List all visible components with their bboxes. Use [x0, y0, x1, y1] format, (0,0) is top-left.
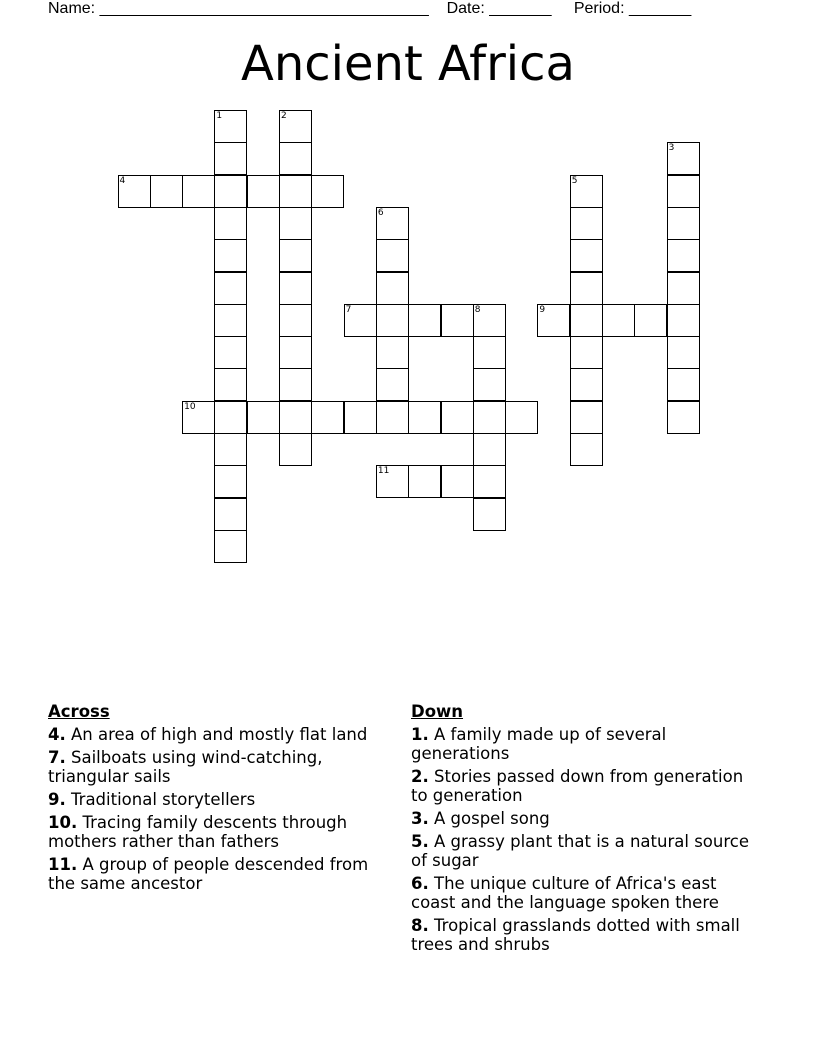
grid-cell[interactable]	[279, 336, 312, 369]
across-heading: Across	[48, 702, 110, 721]
clue-number: 7.	[48, 748, 66, 767]
grid-cell[interactable]	[344, 401, 377, 434]
clue-text: A grassy plant that is a natural source of sugar	[411, 832, 749, 870]
grid-cell[interactable]	[311, 401, 344, 434]
grid-cell[interactable]	[279, 401, 312, 434]
clue-number: 5.	[411, 832, 429, 851]
cell-number: 8	[474, 304, 481, 315]
grid-cell[interactable]	[441, 465, 474, 498]
grid-cell[interactable]	[505, 401, 538, 434]
clue-number: 8.	[411, 916, 429, 935]
grid-cell[interactable]	[214, 239, 247, 272]
name-field[interactable]: Name: _____________________________________	[48, 0, 429, 17]
grid-cell[interactable]	[279, 368, 312, 401]
grid-cell[interactable]	[570, 336, 603, 369]
grid-cell[interactable]	[570, 401, 603, 434]
down-clues	[411, 702, 751, 958]
grid-cell[interactable]	[214, 207, 247, 240]
cell-number: 7	[345, 304, 352, 315]
grid-cell[interactable]	[279, 239, 312, 272]
clue-text: Tracing family descents through mothers rather than fathers	[48, 813, 348, 851]
grid-cell[interactable]	[214, 304, 247, 337]
grid-cell[interactable]	[376, 336, 409, 369]
grid-cell[interactable]	[667, 336, 700, 369]
grid-cell[interactable]	[150, 175, 183, 208]
clue-number: 1.	[411, 725, 429, 744]
clue-text: A family made up of several generations	[411, 725, 667, 763]
grid-cell[interactable]	[473, 336, 506, 369]
across-clue	[48, 855, 388, 893]
down-clue	[411, 725, 751, 763]
clue-number: 2.	[411, 767, 429, 786]
clue-text: The unique culture of Africa's east coast and the language spoken there	[411, 874, 719, 912]
cell-number: 10	[184, 401, 196, 412]
grid-cell[interactable]	[279, 207, 312, 240]
grid-cell[interactable]	[570, 433, 603, 466]
grid-cell[interactable]	[667, 175, 700, 208]
clue-text: A group of people descended from the same ancestor	[48, 855, 369, 893]
grid-cell[interactable]	[667, 401, 700, 434]
grid-cell[interactable]	[408, 465, 441, 498]
grid-cell[interactable]	[473, 401, 506, 434]
grid-cell[interactable]	[570, 272, 603, 305]
grid-cell[interactable]	[279, 272, 312, 305]
cell-number: 2	[281, 111, 287, 121]
period-field[interactable]: Period: _______	[573, 0, 692, 17]
clue-number: 4.	[48, 725, 66, 744]
grid-cell[interactable]	[667, 239, 700, 272]
cell-number: 9	[539, 304, 546, 315]
down-clue	[411, 809, 751, 828]
cell-number: 1	[216, 111, 223, 121]
grid-cell[interactable]	[279, 175, 312, 208]
page-title: Ancient Africa	[241, 36, 575, 92]
grid-cell[interactable]	[214, 530, 247, 563]
across-clues	[48, 702, 388, 897]
clue-number: 6.	[411, 874, 429, 893]
grid-cell[interactable]	[279, 304, 312, 337]
grid-cell[interactable]	[473, 498, 506, 531]
grid-cell[interactable]	[570, 239, 603, 272]
grid-cell[interactable]	[182, 175, 215, 208]
cell-number: 3	[668, 143, 675, 154]
cell-number: 4	[119, 175, 126, 186]
grid-cell[interactable]	[311, 175, 344, 208]
clue-text: Traditional storytellers	[71, 790, 256, 809]
grid-cell[interactable]	[214, 336, 247, 369]
clue-number: 3.	[411, 809, 429, 828]
grid-cell[interactable]	[214, 465, 247, 498]
across-clue	[48, 748, 388, 786]
clue-number: 10.	[48, 813, 78, 832]
grid-cell[interactable]	[473, 465, 506, 498]
grid-cell[interactable]	[214, 498, 247, 531]
grid-cell[interactable]	[441, 304, 474, 337]
grid-cell[interactable]	[570, 368, 603, 401]
grid-cell[interactable]	[441, 401, 474, 434]
grid-cell[interactable]	[376, 304, 409, 337]
grid-cell[interactable]	[602, 304, 635, 337]
grid-cell[interactable]	[667, 207, 700, 240]
clue-text: An area of high and mostly flat land	[71, 725, 368, 744]
grid-cell[interactable]	[473, 433, 506, 466]
down-heading: Down	[411, 702, 464, 721]
cell-number: 11	[377, 466, 390, 477]
date-field[interactable]: Date: _______	[446, 0, 552, 17]
down-clue	[411, 916, 751, 954]
grid-cell[interactable]	[214, 142, 247, 175]
grid-cell[interactable]	[473, 368, 506, 401]
across-clue	[48, 813, 388, 851]
grid-cell[interactable]	[408, 401, 441, 434]
clue-number: 11.	[48, 855, 78, 874]
down-clue	[411, 767, 751, 805]
clue-number: 9.	[48, 790, 66, 809]
grid-cell[interactable]	[376, 368, 409, 401]
down-clue	[411, 832, 751, 870]
clue-text: A gospel song	[434, 809, 550, 828]
grid-cell[interactable]	[667, 368, 700, 401]
grid-cell[interactable]	[667, 304, 700, 337]
clue-text: Stories passed down from generation to generation	[411, 767, 744, 805]
grid-cell[interactable]	[570, 304, 603, 337]
clue-text: Tropical grasslands dotted with small trees and shrubs	[411, 916, 740, 954]
grid-cell[interactable]	[214, 272, 247, 305]
grid-cell[interactable]	[279, 142, 312, 175]
grid-cell[interactable]	[667, 272, 700, 305]
clue-text: Sailboats using wind-catching, triangular sails	[48, 748, 323, 786]
grid-cell[interactable]	[634, 304, 667, 337]
across-clue	[48, 790, 388, 809]
grid-cell[interactable]	[570, 207, 603, 240]
grid-cell[interactable]	[408, 304, 441, 337]
grid-cell[interactable]	[214, 175, 247, 208]
cell-number: 6	[377, 207, 384, 218]
grid-cell[interactable]	[247, 175, 280, 208]
grid-cell[interactable]	[279, 433, 312, 466]
grid-cell[interactable]	[247, 401, 280, 434]
grid-cell[interactable]	[376, 272, 409, 305]
across-clue	[48, 725, 388, 744]
grid-cell[interactable]	[214, 433, 247, 466]
grid-cell[interactable]	[214, 401, 247, 434]
down-clue	[411, 874, 751, 912]
grid-cell[interactable]	[214, 368, 247, 401]
grid-cell[interactable]	[376, 401, 409, 434]
cell-number: 5	[571, 175, 578, 186]
grid-cell[interactable]	[376, 239, 409, 272]
